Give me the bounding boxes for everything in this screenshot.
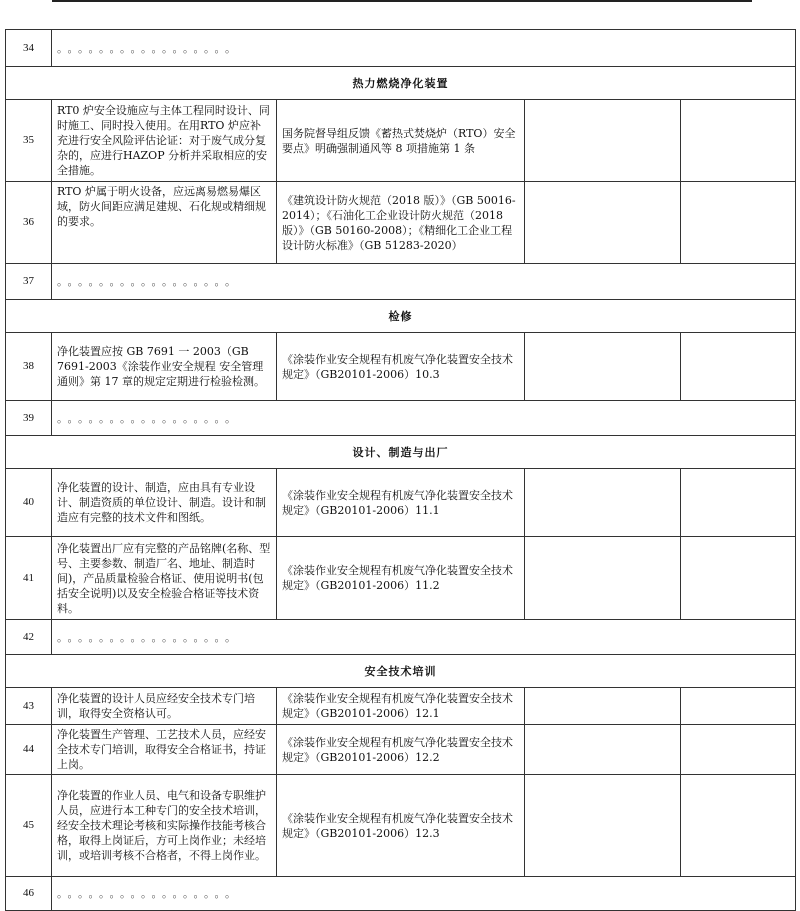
- requirement-cell: 净化装置应按 GB 7691 一 2003（GB 7691-2003《涂装作业安全规程 安全管理通则》第 17 章的规定定期进行检验检测。: [52, 333, 277, 401]
- basis-cell: 《涂装作业安全规程有机废气净化装置安全技术规定》（GB20101-2006）10.3: [277, 333, 525, 401]
- table-row: [6, 100, 796, 182]
- basis-cell: 《涂装作业安全规程有机废气净化装置安全技术规定》（GB20101-2006）12.1: [277, 688, 525, 725]
- requirement-cell: 净化装置的设计、制造，应由具有专业设计、制造资质的单位设计、制造。设计和制造应有完整的技术文件和图纸。: [52, 469, 277, 537]
- remarks-cell: [681, 725, 796, 775]
- requirement-cell: 净化装置的作业人员、电气和设备专职维护人员，应进行本工种专门的安全技术培训，经安全技术理论考核和实际操作技能考核合格，取得上岗证后，方可上岗作业；未经培训，或培训考核不合格者，不得上岗作业。: [52, 775, 277, 877]
- section-title: 热力燃烧净化装置: [6, 67, 796, 100]
- row-number: 40: [6, 469, 52, 537]
- table-row: [6, 30, 796, 67]
- inspection-checklist-table: [5, 29, 796, 911]
- section-title: 检修: [6, 300, 796, 333]
- section-header-row: [6, 67, 796, 100]
- row-number: 41: [6, 537, 52, 620]
- table-row: [6, 775, 796, 877]
- table-row: [6, 877, 796, 911]
- top-rule: [52, 0, 752, 2]
- row-number: 43: [6, 688, 52, 725]
- basis-cell: 《涂装作业安全规程有机废气净化装置安全技术规定》（GB20101-2006）12.3: [277, 775, 525, 877]
- omitted-rows-placeholder: 。。。。。。。。。。。。。。。。。: [52, 620, 796, 655]
- row-number: 36: [6, 182, 52, 264]
- omitted-rows-placeholder: 。。。。。。。。。。。。。。。。。: [52, 877, 796, 911]
- row-number: 46: [6, 877, 52, 911]
- check-result-cell: [525, 688, 681, 725]
- remarks-cell: [681, 333, 796, 401]
- basis-cell: 《涂装作业安全规程有机废气净化装置安全技术规定》（GB20101-2006）11.1: [277, 469, 525, 537]
- remarks-cell: [681, 100, 796, 182]
- requirement-cell: 净化装置生产管理、工艺技术人员，应经安全技术专门培训，取得安全合格证书，持证上岗。: [52, 725, 277, 775]
- remarks-cell: [681, 469, 796, 537]
- section-title: 安全技术培训: [6, 655, 796, 688]
- check-result-cell: [525, 182, 681, 264]
- table-row: [6, 537, 796, 620]
- requirement-cell: 净化装置出厂应有完整的产品铭牌(名称、型号、主要参数、制造厂名、地址、制造时间)，产品质量检验合格证、使用说明书(包括安全说明)以及安全检验合格证等技术资料。: [52, 537, 277, 620]
- row-number: 39: [6, 401, 52, 436]
- table-row: [6, 725, 796, 775]
- row-number: 34: [6, 30, 52, 67]
- check-result-cell: [525, 537, 681, 620]
- row-number: 37: [6, 264, 52, 300]
- table-row: [6, 469, 796, 537]
- requirement-cell: 净化装置的设计人员应经安全技术专门培训，取得安全资格认可。: [52, 688, 277, 725]
- row-number: 44: [6, 725, 52, 775]
- check-result-cell: [525, 469, 681, 537]
- check-result-cell: [525, 100, 681, 182]
- row-number: 35: [6, 100, 52, 182]
- section-header-row: [6, 655, 796, 688]
- basis-cell: 《建筑设计防火规范（2018 版）》（GB 50016-2014）；《石油化工企业设计防火规范（2018 版）》（GB 50160-2008）；《精细化工企业工程设计防火标准》（GB 51283-2020）: [277, 182, 525, 264]
- omitted-rows-placeholder: 。。。。。。。。。。。。。。。。。: [52, 264, 796, 300]
- check-result-cell: [525, 333, 681, 401]
- basis-cell: 国务院督导组反馈《蓄热式焚烧炉（RTO）安全要点》明确强制通风等 8 项措施第 1 条: [277, 100, 525, 182]
- table-row: [6, 401, 796, 436]
- section-header-row: [6, 436, 796, 469]
- table-row: [6, 264, 796, 300]
- row-number: 45: [6, 775, 52, 877]
- remarks-cell: [681, 537, 796, 620]
- check-result-cell: [525, 775, 681, 877]
- basis-cell: 《涂装作业安全规程有机废气净化装置安全技术规定》（GB20101-2006）11.2: [277, 537, 525, 620]
- requirement-cell: RTO 炉属于明火设备，应远离易燃易爆区域，防火间距应满足建规、石化规或精细规的要求。: [52, 182, 277, 264]
- remarks-cell: [681, 182, 796, 264]
- row-number: 38: [6, 333, 52, 401]
- remarks-cell: [681, 775, 796, 877]
- omitted-rows-placeholder: 。。。。。。。。。。。。。。。。。: [52, 30, 796, 67]
- table-row: [6, 620, 796, 655]
- row-number: 42: [6, 620, 52, 655]
- table-row: [6, 182, 796, 264]
- omitted-rows-placeholder: 。。。。。。。。。。。。。。。。。: [52, 401, 796, 436]
- check-result-cell: [525, 725, 681, 775]
- section-header-row: [6, 300, 796, 333]
- section-title: 设计、制造与出厂: [6, 436, 796, 469]
- basis-cell: 《涂装作业安全规程有机废气净化装置安全技术规定》（GB20101-2006）12.2: [277, 725, 525, 775]
- requirement-cell: RT0 炉安全设施应与主体工程同时设计、同时施工、同时投入使用。在用RTO 炉应补充进行安全风险评估论证：对于废气成分复杂的，应进行HAZOP 分析并采取相应的安全措施。: [52, 100, 277, 182]
- table-row: [6, 688, 796, 725]
- remarks-cell: [681, 688, 796, 725]
- table-row: [6, 333, 796, 401]
